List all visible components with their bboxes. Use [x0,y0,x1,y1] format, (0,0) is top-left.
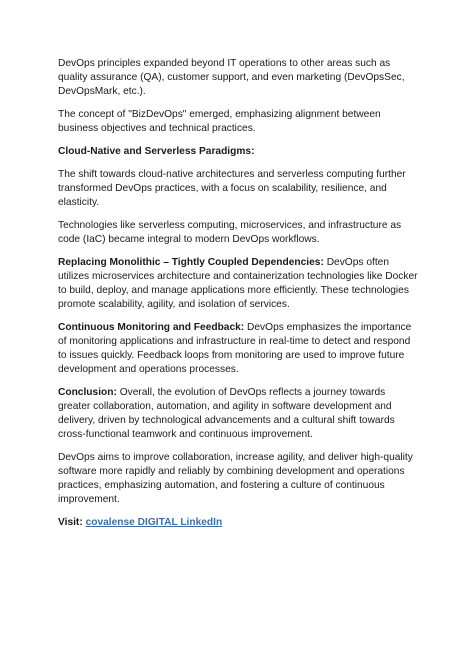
visit-line [58,516,420,530]
conclusion-body: Overall, the evolution of DevOps reflects a journey towards greater collaboration, automation, and agility in software development and delivery, driven by technological advancements and a cultural shift towards cross-functional teamwork and continuous improvement. [58,387,395,440]
conclusion-lead: Conclusion: [58,387,117,398]
document-page [58,57,420,539]
continuous-monitoring-lead: Continuous Monitoring and Feedback: [58,322,245,333]
replacing-monolithic-lead: Replacing Monolithic – Tightly Coupled Dependencies: [58,257,324,268]
replacing-monolithic-body: DevOps often utilizes microservices architecture and containerization technologies like Docker to build, deploy, and manage applications more efficiently. These technologies promote scalability, agility, and isolation of services. [58,257,418,310]
paragraph-replacing-monolithic [58,256,420,312]
linkedin-link[interactable]: covalense DIGITAL LinkedIn [85,517,223,528]
paragraph-conclusion [58,386,420,442]
paragraph-bizdevops: The concept of "BizDevOps" emerged, emphasizing alignment between business objectives and technical practices. [58,109,381,134]
continuous-monitoring-body: DevOps emphasizes the importance of monitoring applications and infrastructure in real-time to detect and respond to issues quickly. Feedback loops from monitoring are used to improve future development and operations processes. [58,322,412,375]
paragraph-continuous-monitoring [58,321,420,377]
paragraph-devops-expansion: DevOps principles expanded beyond IT operations to other areas such as quality assurance (QA), customer support, and even marketing (DevOpsSec, DevOpsMark, etc.). [58,58,405,97]
paragraph-technologies: Technologies like serverless computing, microservices, and infrastructure as code (IaC) became integral to modern DevOps workflows. [58,220,402,245]
heading-cloud-native: Cloud-Native and Serverless Paradigms: [58,146,255,157]
paragraph-cloud-native-shift: The shift towards cloud-native architectures and serverless computing further transformed DevOps practices, with a focus on scalability, resilience, and elasticity. [58,169,406,208]
visit-label: Visit: [58,517,83,528]
paragraph-devops-aims: DevOps aims to improve collaboration, increase agility, and deliver high-quality software more rapidly and reliably by combining development and operations practices, emphasizing automation, and fostering a culture of continuous improvement. [58,452,413,505]
